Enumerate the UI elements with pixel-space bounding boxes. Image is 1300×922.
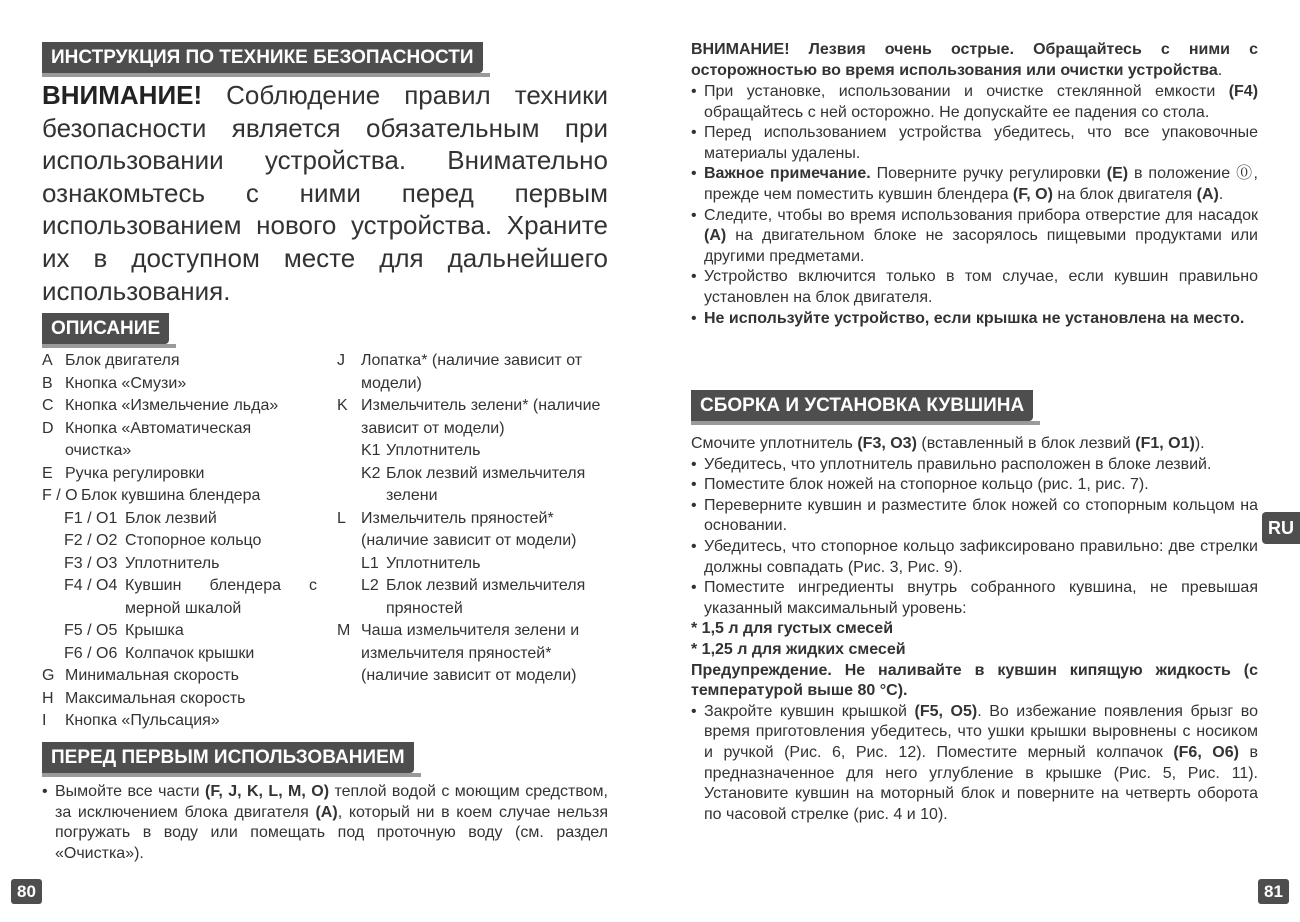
item-label: F3 / O3 xyxy=(64,554,118,572)
item-text: Уплотнитель xyxy=(125,554,220,572)
item-text: Кнопка «Измельчение льда» xyxy=(65,397,279,414)
intro-c: (вставленный в блок лезвий xyxy=(921,435,1131,452)
item-label: F1 / O1 xyxy=(64,509,118,527)
list-item xyxy=(691,309,1258,330)
item-text: Минимальная скорость xyxy=(65,667,239,684)
bullet3-end: . xyxy=(1218,185,1224,203)
intro-a: Смочите уплотнитель xyxy=(691,435,853,452)
close-d: (F6, O6) xyxy=(1173,743,1239,761)
item-text: Чаша измельчителя зелени и измельчителя пряностей* (наличие зависит от модели) xyxy=(361,622,580,684)
bullet1-b: (F4) xyxy=(1228,83,1259,100)
item-text: Кнопка «Смузи» xyxy=(65,374,187,392)
first-use-text-1: Вымойте все части xyxy=(55,783,200,800)
list-item xyxy=(42,643,317,666)
item-label: L xyxy=(337,509,346,527)
item-text: Измельчитель зелени* (наличие зависит от модели) xyxy=(361,397,601,437)
list-item xyxy=(691,123,1258,164)
list-item xyxy=(337,575,608,620)
list-item xyxy=(42,485,317,508)
list-item xyxy=(691,206,1258,268)
list-item xyxy=(691,267,1258,308)
bullet1-a: При установке, использовании и очистке стеклянной емкости xyxy=(704,83,1216,100)
list-item xyxy=(42,395,317,418)
list-item xyxy=(42,688,317,711)
list-item xyxy=(337,395,608,440)
list-item xyxy=(42,373,317,396)
item-label: C xyxy=(42,397,54,414)
max-thick xyxy=(691,619,1258,640)
list-item xyxy=(337,620,608,688)
close-a: Закройте кувшин крышкой xyxy=(704,702,907,720)
item-text: Ручка регулировки xyxy=(65,464,205,482)
blades-warning-text: ВНИМАНИЕ! Лезвия очень острые. Обращайтесь с ними с осторожностью во время использования или очистки устройства xyxy=(691,41,1258,79)
bullet3-d: на блок двигателя xyxy=(1057,185,1193,203)
bullet3-b: в положение xyxy=(1134,165,1231,183)
item-label: A xyxy=(42,352,53,369)
bullet4-c: на двигательном блоке не засорялось пищевыми продуктами или другими предметами. xyxy=(704,227,1258,265)
item-text: Блок лезвий измельчителя зелени xyxy=(386,464,586,504)
item-label: F4 / O4 xyxy=(64,577,118,594)
first-use-bullet xyxy=(42,782,608,864)
safety-bullets xyxy=(691,82,1258,329)
section-heading-safety: ИНСТРУКЦИЯ ПО ТЕХНИКЕ БЕЗОПАСНОСТИ xyxy=(42,42,483,73)
intro-e: ). xyxy=(1194,435,1205,452)
list-item xyxy=(337,440,608,463)
list-item xyxy=(691,496,1258,537)
list-item xyxy=(337,553,608,576)
item-label: M xyxy=(337,622,351,639)
assembly-list xyxy=(691,455,1258,620)
bullet3-fo: (F, O) xyxy=(1012,185,1053,203)
page-number-right: 81 xyxy=(1258,879,1289,904)
item-label: L1 xyxy=(361,554,379,572)
item-label: D xyxy=(42,419,54,437)
item-label: H xyxy=(42,689,54,707)
section-heading-first-use: ПЕРЕД ПЕРВЫМ ИСПОЛЬЗОВАНИЕМ xyxy=(42,742,414,773)
item-label: J xyxy=(337,352,345,369)
first-use-part-a: (A) xyxy=(315,803,338,821)
list-item xyxy=(337,508,608,553)
language-tab: RU xyxy=(1262,512,1300,544)
item-label: I xyxy=(42,712,47,729)
list-item xyxy=(42,530,317,553)
bullet4-b: (A) xyxy=(704,227,727,245)
item-text: Блок кувшина блендера xyxy=(81,487,261,504)
assembly-section xyxy=(691,434,1258,825)
bullet3-bold: Важное примечание. xyxy=(704,165,871,183)
bullet3-a: Поверните ручку регулировки xyxy=(876,165,1101,183)
list-item xyxy=(337,350,608,395)
item-text: Кнопка «Автоматическая очистка» xyxy=(65,419,252,459)
bullet4-a: Следите, чтобы во время использования прибора отверстие для насадок xyxy=(704,206,1258,224)
bullet2: Перед использованием устройства убедитесь, что все упаковочные материалы удалены. xyxy=(704,124,1258,162)
boiling-warning xyxy=(691,661,1258,702)
item-text: Уплотнитель xyxy=(386,442,481,459)
item-label: L2 xyxy=(361,577,379,594)
item-label: F2 / O2 xyxy=(64,532,118,549)
blades-warning xyxy=(691,40,1258,81)
item-text: Блок лезвий xyxy=(125,509,217,527)
item-text: Блок двигателя xyxy=(65,352,180,369)
list-item xyxy=(42,350,317,373)
item-label: G xyxy=(42,667,55,684)
list-item xyxy=(42,508,317,531)
item-label: F / O xyxy=(42,487,78,504)
section-heading-description: ОПИСАНИЕ xyxy=(42,313,169,344)
first-use-text-2: теплой водой с моющим средством, за исключением блока двигателя xyxy=(55,783,609,821)
item-text: Колпачок крышки xyxy=(125,644,255,662)
close-c: . Во избежание появления брызг во время приготовления убедитесь, что ушки крышки выровнены с носиком и ручкой (Рис. 6, Рис. 12). Поместите мерный колпачок xyxy=(704,702,1259,761)
list-item xyxy=(691,475,1258,496)
item-label: K1 xyxy=(361,442,381,459)
assembly-intro xyxy=(691,434,1258,455)
bullet3-c: , прежде чем поместить кувшин блендера xyxy=(704,165,1258,203)
description-list-col2 xyxy=(337,350,608,688)
max-liquid-text: * 1,25 л для жидких смесей xyxy=(691,640,906,658)
assembly-item-text: Поместите ингредиенты внутрь собранного кувшина, не превышая указанный максимальный уровень: xyxy=(704,579,1258,617)
item-text: Блок лезвий измельчителя пряностей xyxy=(386,577,586,617)
list-item xyxy=(42,710,317,733)
item-text: Кнопка «Пульсация» xyxy=(65,712,220,729)
list-item xyxy=(42,575,317,620)
list-item xyxy=(691,455,1258,476)
item-text: Лопатка* (наличие зависит от модели) xyxy=(361,352,583,392)
max-liquid xyxy=(691,640,1258,661)
boiling-warning-text: Предупреждение. Не наливайте в кувшин кипящую жидкость (с температурой выше 80 °C). xyxy=(691,661,1258,700)
list-item xyxy=(691,164,1258,205)
item-text: Крышка xyxy=(125,622,184,639)
safety-warning-paragraph xyxy=(42,79,608,307)
close-e: в предназначенное для него углубление в крышке (Рис. 5, Рис. 11). Установите кувшин на моторный блок и поверните на четверть оборота по часовой стрелке (рис. 4 и 10). xyxy=(704,743,1258,823)
blades-warning-dot: . xyxy=(1217,61,1223,79)
assembly-item-text: Поместите блок ножей на стопорное кольцо (рис. 1, рис. 7). xyxy=(704,476,1149,494)
list-item xyxy=(691,537,1258,578)
assembly-item-text: Убедитесь, что уплотнитель правильно расположен в блоке лезвий. xyxy=(704,455,1212,473)
close-b: (F5, O5) xyxy=(914,702,978,720)
assembly-item-text: Переверните кувшин и разместите блок ножей со стопорным кольцом на основании. xyxy=(704,496,1258,535)
zero-position-icon: ⓪ xyxy=(1236,165,1254,183)
list-item xyxy=(42,463,317,486)
bullet5: Устройство включится только в том случае, если кувшин правильно установлен на блок двигателя. xyxy=(704,268,1258,306)
max-thick-text: * 1,5 л для густых смесей xyxy=(691,620,894,638)
item-label: F5 / O5 xyxy=(64,622,118,639)
bullet3-e: (E) xyxy=(1106,165,1129,183)
item-label: K2 xyxy=(361,464,381,482)
list-item xyxy=(691,82,1258,123)
item-label: K xyxy=(337,397,348,414)
page-number-left: 80 xyxy=(11,879,42,904)
warning-label: ВНИМАНИЕ! xyxy=(42,80,203,110)
list-item xyxy=(42,418,317,463)
first-use-parts: (F, J, K, L, M, O) xyxy=(205,783,330,800)
list-item xyxy=(337,463,608,508)
assembly-item-text: Убедитесь, что стопорное кольцо зафиксировано правильно: две стрелки должны совпадать (Рис. 3, Рис. 9). xyxy=(704,537,1258,576)
section-heading-assembly: СБОРКА И УСТАНОВКА КУВШИНА xyxy=(691,390,1033,421)
bullet6: Не используйте устройство, если крышка не установлена на место. xyxy=(704,309,1245,327)
list-item xyxy=(691,578,1258,619)
bullet3-a2: (A) xyxy=(1196,185,1219,203)
first-use-text-3: , который ни в коем случае нельзя погружать в воду или помещать под проточную воду (см. раздел «Очистка»). xyxy=(55,803,608,862)
bullet1-c: обращайтесь с ней осторожно. Не допускайте ее падения со стола. xyxy=(704,103,1210,121)
intro-d: (F1, O1) xyxy=(1135,435,1195,452)
description-list-col1 xyxy=(42,350,317,733)
list-item xyxy=(691,702,1258,826)
item-label: E xyxy=(42,464,53,482)
item-text: Максимальная скорость xyxy=(65,689,246,707)
warning-text: Соблюдение правил техники безопасности является обязательным при использовании устройства. Внимательно ознакомьтесь с ними перед первым использованием нового устройства. Храните их в доступном месте для дальнейшего использования. xyxy=(42,80,608,306)
intro-b: (F3, O3) xyxy=(857,435,917,452)
list-item xyxy=(42,553,317,576)
item-text: Кувшин блендера с мерной шкалой xyxy=(125,577,317,617)
item-text: Уплотнитель xyxy=(386,554,481,572)
item-label: F6 / O6 xyxy=(64,644,118,662)
item-text: Измельчитель пряностей* (наличие зависит от модели) xyxy=(361,509,577,549)
list-item xyxy=(42,665,317,688)
item-label: B xyxy=(42,374,53,392)
item-text: Стопорное кольцо xyxy=(125,532,262,549)
list-item xyxy=(42,620,317,643)
